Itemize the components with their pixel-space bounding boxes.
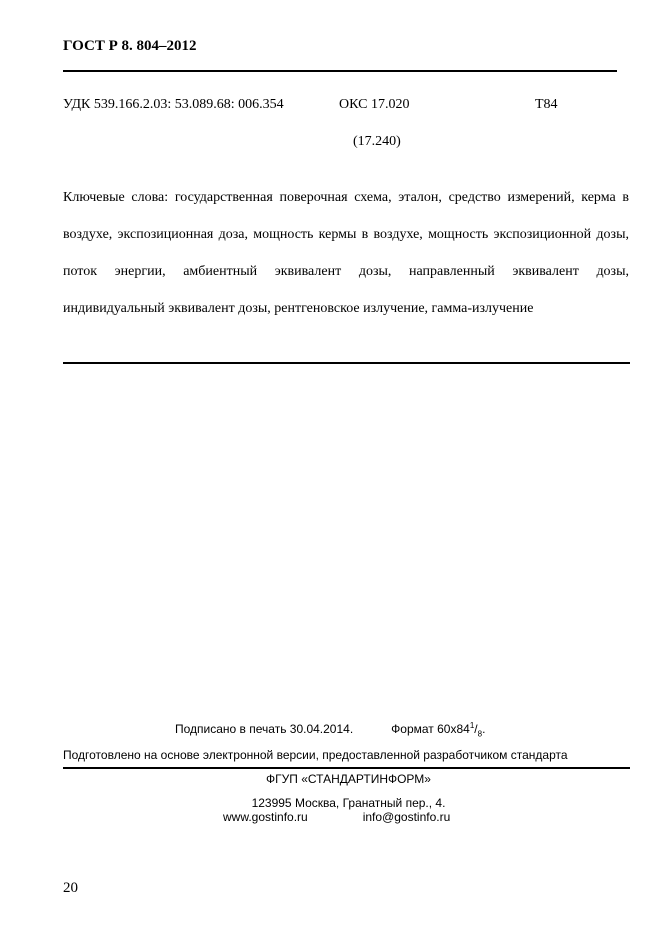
paper-format: Формат $60х84^1/_8$. (391, 721, 486, 739)
imprint-signed-row (175, 721, 485, 738)
email-link[interactable]: info@gostinfo.ru (362, 810, 451, 824)
format-sup: 1 (469, 721, 475, 730)
keywords-paragraph: Ключевые слова: государственная поверочная схема, эталон, средство измерений, керма в воздухе, экспозиционная доза, мощность кермы в воздухе, мощность экспозиционной дозы, поток энергии, амбиентный эквивалент дозы, направленный эквивалент дозы, индивидуальный эквивалент дозы, рентгеновское излучение, гамма-излучение (63, 190, 629, 316)
header-divider (63, 70, 617, 72)
prepared-note: Подготовлено на основе электронной версии, предоставленной разработчиком стандарта (63, 748, 568, 762)
imprint-divider (63, 767, 630, 769)
document-header: ГОСТ Р 8. 804–2012 (63, 38, 197, 54)
website-link[interactable]: www.gostinfo.ru (223, 810, 308, 824)
oks-secondary-code: (17.240) (353, 134, 401, 149)
format-label: Формат 60х84 (391, 722, 470, 736)
page-number: 20 (63, 880, 78, 896)
signed-date: Подписано в печать 30.04.2014. (175, 722, 354, 736)
contact-row (223, 810, 450, 824)
udk-code: УДК 539.166.2.03: 53.089.68: 006.354 (63, 97, 284, 112)
publisher-name: ФГУП «СТАНДАРТИНФОРМ» (266, 772, 431, 786)
oks-code: ОКС 17.020 (339, 97, 410, 112)
format-sub: 8 (477, 729, 483, 739)
publisher-address: 123995 Москва, Гранатный пер., 4. (251, 796, 446, 810)
group-code: Т84 (535, 97, 558, 112)
keywords-divider (63, 362, 630, 364)
